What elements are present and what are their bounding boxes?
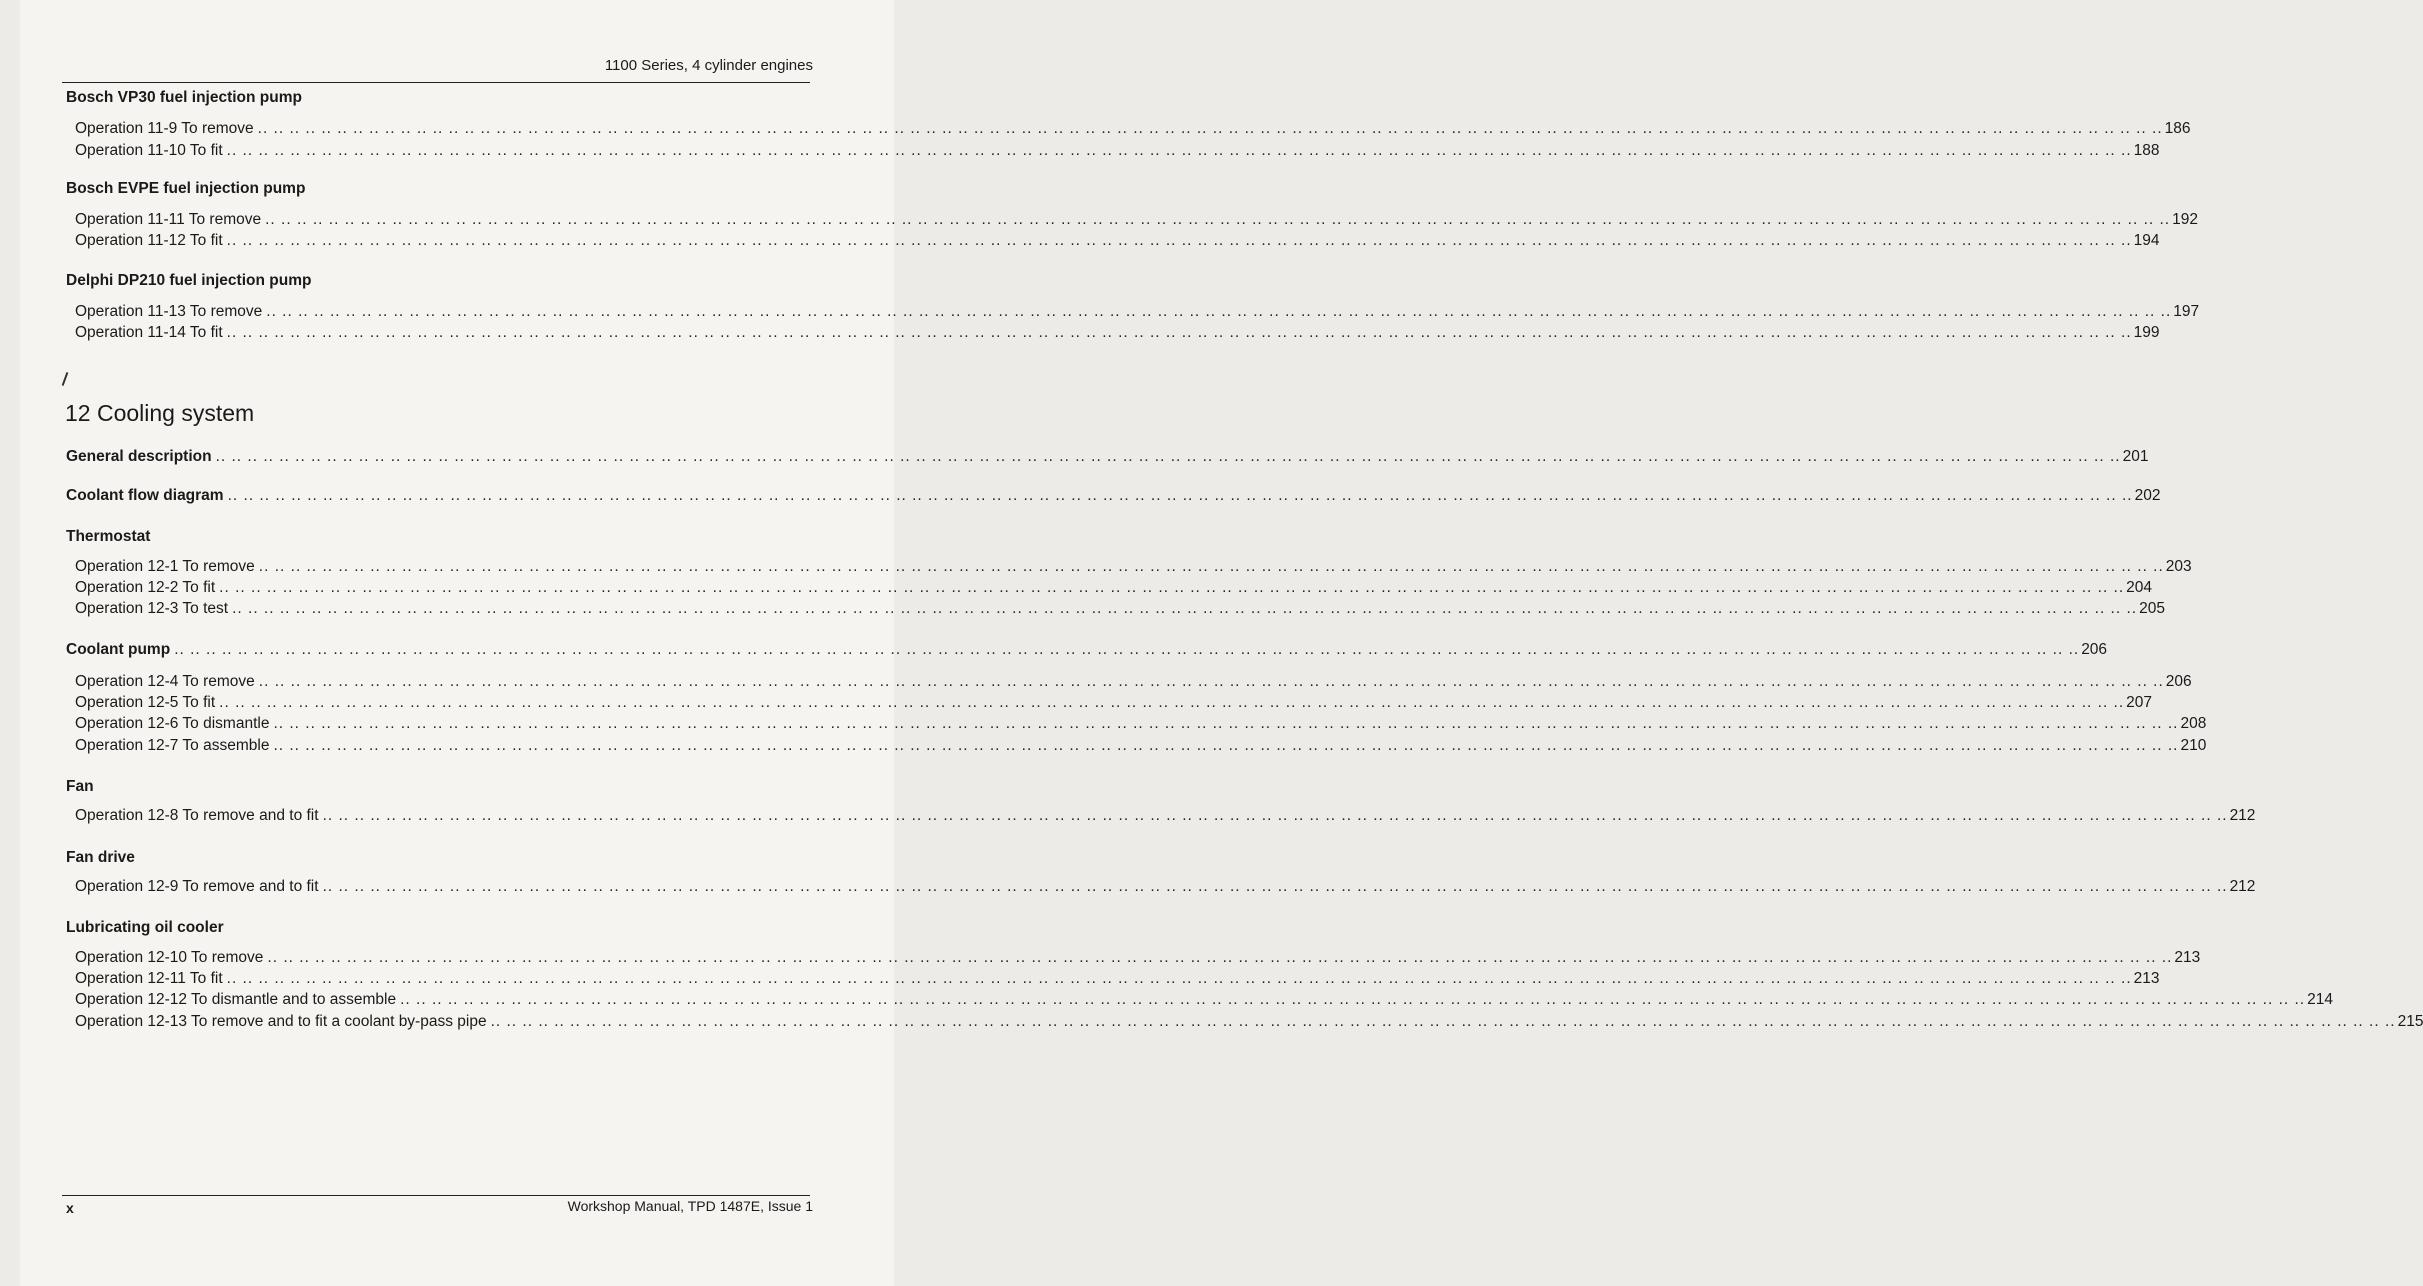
section-heading-evpe: Bosch EVPE fuel injection pump — [66, 180, 306, 197]
leader-dots: .. .. .. .. .. .. .. .. .. .. .. .. .. .. .. .. .. .. .. .. .. .. .. .. .. .. .. .. .. .. .. .. .. .. .. .. .. .. .. .. .. .. .. .. .. .. .. .. .. .. .. .. .. .. .. .. .. .. .. .. .. .. .. .. .. .. .. .. .. .. .. .. .. .. .. .. .. .. .. .. .. .. .. .. .. .. .. .. .. .. .. .. .. .. .. .. .. .. .. .. .. .. .. .. .. .. .. .. .. .. .. .. .. .. .. .. .. .. .. .. — [232, 600, 2138, 617]
toc-entry-label: Operation 11-10 To fit — [75, 142, 223, 159]
leader-dots: .. .. .. .. .. .. .. .. .. .. .. .. .. .. .. .. .. .. .. .. .. .. .. .. .. .. .. .. .. .. .. .. .. .. .. .. .. .. .. .. .. .. .. .. .. .. .. .. .. .. .. .. .. .. .. .. .. .. .. .. .. .. .. .. .. .. .. .. .. .. .. .. .. .. .. .. .. .. .. .. .. .. .. .. .. .. .. .. .. .. .. .. .. .. .. .. .. .. .. .. .. .. .. .. .. .. .. .. .. .. .. .. .. .. .. .. .. .. .. .. — [258, 558, 2164, 575]
section-heading-oil-cooler: Lubricating oil cooler — [66, 919, 224, 936]
section-heading-vp30: Bosch VP30 fuel injection pump — [66, 89, 302, 106]
toc-entry-label: Operation 12-2 To fit — [75, 579, 216, 596]
toc-entry-page: 205 — [2139, 600, 2165, 617]
toc-entry[interactable] — [75, 807, 2256, 827]
toc-entry-label: Operation 12-7 To assemble — [75, 737, 270, 754]
leader-dots: .. .. .. .. .. .. .. .. .. .. .. .. .. .. .. .. .. .. .. .. .. .. .. .. .. .. .. .. .. .. .. .. .. .. .. .. .. .. .. .. .. .. .. .. .. .. .. .. .. .. .. .. .. .. .. .. .. .. .. .. .. .. .. .. .. .. .. .. .. .. .. .. .. .. .. .. .. .. .. .. .. .. .. .. .. .. .. .. .. .. .. .. .. .. .. .. .. .. .. .. .. .. .. .. .. .. .. .. .. .. .. .. .. .. .. .. .. .. .. .. — [273, 715, 2179, 732]
section-heading-fan: Fan — [66, 778, 94, 795]
leader-dots: .. .. .. .. .. .. .. .. .. .. .. .. .. .. .. .. .. .. .. .. .. .. .. .. .. .. .. .. .. .. .. .. .. .. .. .. .. .. .. .. .. .. .. .. .. .. .. .. .. .. .. .. .. .. .. .. .. .. .. .. .. .. .. .. .. .. .. .. .. .. .. .. .. .. .. .. .. .. .. .. .. .. .. .. .. .. .. .. .. .. .. .. .. .. .. .. .. .. .. .. .. .. .. .. .. .. .. .. .. .. .. .. .. .. .. .. .. .. .. .. — [227, 487, 2133, 504]
toc-entry-label: Operation 12-13 To remove and to fit a coolant by-pass pipe — [75, 1013, 487, 1030]
toc-entry-page: 186 — [2164, 120, 2191, 137]
leader-dots: .. .. .. .. .. .. .. .. .. .. .. .. .. .. .. .. .. .. .. .. .. .. .. .. .. .. .. .. .. .. .. .. .. .. .. .. .. .. .. .. .. .. .. .. .. .. .. .. .. .. .. .. .. .. .. .. .. .. .. .. .. .. .. .. .. .. .. .. .. .. .. .. .. .. .. .. .. .. .. .. .. .. .. .. .. .. .. .. .. .. .. .. .. .. .. .. .. .. .. .. .. .. .. .. .. .. .. .. .. .. .. .. .. .. .. .. .. .. .. .. — [400, 991, 2306, 1008]
leader-dots: .. .. .. .. .. .. .. .. .. .. .. .. .. .. .. .. .. .. .. .. .. .. .. .. .. .. .. .. .. .. .. .. .. .. .. .. .. .. .. .. .. .. .. .. .. .. .. .. .. .. .. .. .. .. .. .. .. .. .. .. .. .. .. .. .. .. .. .. .. .. .. .. .. .. .. .. .. .. .. .. .. .. .. .. .. .. .. .. .. .. .. .. .. .. .. .. .. .. .. .. .. .. .. .. .. .. .. .. .. .. .. .. .. .. .. .. .. .. .. .. — [226, 142, 2132, 159]
toc-entry[interactable] — [75, 324, 2160, 344]
footer-manual-info: Workshop Manual, TPD 1487E, Issue 1 — [567, 1198, 813, 1214]
leader-dots: .. .. .. .. .. .. .. .. .. .. .. .. .. .. .. .. .. .. .. .. .. .. .. .. .. .. .. .. .. .. .. .. .. .. .. .. .. .. .. .. .. .. .. .. .. .. .. .. .. .. .. .. .. .. .. .. .. .. .. .. .. .. .. .. .. .. .. .. .. .. .. .. .. .. .. .. .. .. .. .. .. .. .. .. .. .. .. .. .. .. .. .. .. .. .. .. .. .. .. .. .. .. .. .. .. .. .. .. .. .. .. .. .. .. .. .. .. .. .. .. — [322, 878, 2228, 895]
toc-entry[interactable] — [75, 558, 2192, 578]
toc-entry-page: 194 — [2133, 232, 2160, 249]
toc-entry-label: Operation 12-3 To test — [75, 600, 229, 617]
toc-entry-page: 213 — [2133, 970, 2160, 987]
toc-entry-coolant-flow[interactable] — [66, 487, 2161, 507]
toc-entry-label: Operation 12-10 To remove — [75, 949, 264, 966]
section-heading-fan-drive: Fan drive — [66, 849, 135, 866]
toc-entry-page: 199 — [2133, 324, 2160, 341]
toc-entry-page: 208 — [2180, 715, 2207, 732]
toc-entry[interactable] — [75, 232, 2160, 252]
leader-dots: .. .. .. .. .. .. .. .. .. .. .. .. .. .. .. .. .. .. .. .. .. .. .. .. .. .. .. .. .. .. .. .. .. .. .. .. .. .. .. .. .. .. .. .. .. .. .. .. .. .. .. .. .. .. .. .. .. .. .. .. .. .. .. .. .. .. .. .. .. .. .. .. .. .. .. .. .. .. .. .. .. .. .. .. .. .. .. .. .. .. .. .. .. .. .. .. .. .. .. .. .. .. .. .. .. .. .. .. .. .. .. .. .. .. .. .. .. .. .. .. — [322, 807, 2228, 824]
toc-entry[interactable] — [75, 673, 2192, 693]
leader-dots: .. .. .. .. .. .. .. .. .. .. .. .. .. .. .. .. .. .. .. .. .. .. .. .. .. .. .. .. .. .. .. .. .. .. .. .. .. .. .. .. .. .. .. .. .. .. .. .. .. .. .. .. .. .. .. .. .. .. .. .. .. .. .. .. .. .. .. .. .. .. .. .. .. .. .. .. .. .. .. .. .. .. .. .. .. .. .. .. .. .. .. .. .. .. .. .. .. .. .. .. .. .. .. .. .. .. .. .. .. .. .. .. .. .. .. .. .. .. .. .. — [490, 1013, 2396, 1030]
leader-dots: .. .. .. .. .. .. .. .. .. .. .. .. .. .. .. .. .. .. .. .. .. .. .. .. .. .. .. .. .. .. .. .. .. .. .. .. .. .. .. .. .. .. .. .. .. .. .. .. .. .. .. .. .. .. .. .. .. .. .. .. .. .. .. .. .. .. .. .. .. .. .. .. .. .. .. .. .. .. .. .. .. .. .. .. .. .. .. .. .. .. .. .. .. .. .. .. .. .. .. .. .. .. .. .. .. .. .. .. .. .. .. .. .. .. .. .. .. .. .. .. — [266, 303, 2172, 320]
toc-entry[interactable] — [75, 949, 2201, 969]
toc-entry-label: Operation 12-11 To fit — [75, 970, 223, 987]
toc-entry[interactable] — [75, 737, 2207, 757]
toc-entry-label: Operation 11-14 To fit — [75, 324, 223, 341]
toc-entry-general[interactable] — [66, 448, 2149, 468]
toc-entry-label: Coolant flow diagram — [66, 487, 224, 504]
toc-entry[interactable] — [75, 303, 2200, 323]
section-heading-thermostat: Thermostat — [66, 528, 151, 545]
toc-entry-label: Operation 12-6 To dismantle — [75, 715, 270, 732]
toc-entry[interactable] — [75, 1013, 2423, 1033]
toc-entry-page: 203 — [2165, 558, 2192, 575]
leader-dots: .. .. .. .. .. .. .. .. .. .. .. .. .. .. .. .. .. .. .. .. .. .. .. .. .. .. .. .. .. .. .. .. .. .. .. .. .. .. .. .. .. .. .. .. .. .. .. .. .. .. .. .. .. .. .. .. .. .. .. .. .. .. .. .. .. .. .. .. .. .. .. .. .. .. .. .. .. .. .. .. .. .. .. .. .. .. .. .. .. .. .. .. .. .. .. .. .. .. .. .. .. .. .. .. .. .. .. .. .. .. .. .. .. .. .. .. .. .. .. .. — [265, 211, 2171, 228]
toc-entry[interactable] — [75, 970, 2160, 990]
leader-dots: .. .. .. .. .. .. .. .. .. .. .. .. .. .. .. .. .. .. .. .. .. .. .. .. .. .. .. .. .. .. .. .. .. .. .. .. .. .. .. .. .. .. .. .. .. .. .. .. .. .. .. .. .. .. .. .. .. .. .. .. .. .. .. .. .. .. .. .. .. .. .. .. .. .. .. .. .. .. .. .. .. .. .. .. .. .. .. .. .. .. .. .. .. .. .. .. .. .. .. .. .. .. .. .. .. .. .. .. .. .. .. .. .. .. .. .. .. .. .. .. — [215, 448, 2121, 465]
toc-entry-page: 192 — [2172, 211, 2198, 228]
toc-entry[interactable] — [75, 715, 2207, 735]
toc-entry-page: 213 — [2174, 949, 2201, 966]
leader-dots: .. .. .. .. .. .. .. .. .. .. .. .. .. .. .. .. .. .. .. .. .. .. .. .. .. .. .. .. .. .. .. .. .. .. .. .. .. .. .. .. .. .. .. .. .. .. .. .. .. .. .. .. .. .. .. .. .. .. .. .. .. .. .. .. .. .. .. .. .. .. .. .. .. .. .. .. .. .. .. .. .. .. .. .. .. .. .. .. .. .. .. .. .. .. .. .. .. .. .. .. .. .. .. .. .. .. .. .. .. .. .. .. .. .. .. .. .. .. .. .. — [226, 232, 2132, 249]
toc-entry-label: Operation 12-12 To dismantle and to assemble — [75, 991, 397, 1008]
footer-rule — [62, 1195, 810, 1196]
leader-dots: .. .. .. .. .. .. .. .. .. .. .. .. .. .. .. .. .. .. .. .. .. .. .. .. .. .. .. .. .. .. .. .. .. .. .. .. .. .. .. .. .. .. .. .. .. .. .. .. .. .. .. .. .. .. .. .. .. .. .. .. .. .. .. .. .. .. .. .. .. .. .. .. .. .. .. .. .. .. .. .. .. .. .. .. .. .. .. .. .. .. .. .. .. .. .. .. .. .. .. .. .. .. .. .. .. .. .. .. .. .. .. .. .. .. .. .. .. .. .. .. — [219, 579, 2125, 596]
chapter-title: 12 Cooling system — [65, 400, 255, 426]
toc-entry-label: Operation 11-12 To fit — [75, 232, 223, 249]
toc-entry[interactable] — [75, 142, 2160, 162]
toc-entry-page: 210 — [2180, 737, 2207, 754]
toc-entry[interactable] — [75, 694, 2153, 714]
header-rule — [62, 82, 810, 83]
toc-entry-coolant-pump[interactable] — [66, 641, 2108, 661]
toc-entry-page: 212 — [2229, 878, 2256, 895]
leader-dots: .. .. .. .. .. .. .. .. .. .. .. .. .. .. .. .. .. .. .. .. .. .. .. .. .. .. .. .. .. .. .. .. .. .. .. .. .. .. .. .. .. .. .. .. .. .. .. .. .. .. .. .. .. .. .. .. .. .. .. .. .. .. .. .. .. .. .. .. .. .. .. .. .. .. .. .. .. .. .. .. .. .. .. .. .. .. .. .. .. .. .. .. .. .. .. .. .. .. .. .. .. .. .. .. .. .. .. .. .. .. .. .. .. .. .. .. .. .. .. .. — [258, 673, 2164, 690]
toc-entry-label: Operation 11-13 To remove — [75, 303, 263, 320]
toc-entry-label: Operation 12-4 To remove — [75, 673, 255, 690]
toc-entry-label: Coolant pump — [66, 641, 171, 658]
toc-entry[interactable] — [75, 600, 2165, 620]
leader-dots: .. .. .. .. .. .. .. .. .. .. .. .. .. .. .. .. .. .. .. .. .. .. .. .. .. .. .. .. .. .. .. .. .. .. .. .. .. .. .. .. .. .. .. .. .. .. .. .. .. .. .. .. .. .. .. .. .. .. .. .. .. .. .. .. .. .. .. .. .. .. .. .. .. .. .. .. .. .. .. .. .. .. .. .. .. .. .. .. .. .. .. .. .. .. .. .. .. .. .. .. .. .. .. .. .. .. .. .. .. .. .. .. .. .. .. .. .. .. .. .. — [226, 970, 2132, 987]
toc-entry-label: Operation 11-11 To remove — [75, 211, 262, 228]
toc-entry-page: 206 — [2165, 673, 2192, 690]
toc-entry-page: 188 — [2133, 142, 2160, 159]
leader-dots: .. .. .. .. .. .. .. .. .. .. .. .. .. .. .. .. .. .. .. .. .. .. .. .. .. .. .. .. .. .. .. .. .. .. .. .. .. .. .. .. .. .. .. .. .. .. .. .. .. .. .. .. .. .. .. .. .. .. .. .. .. .. .. .. .. .. .. .. .. .. .. .. .. .. .. .. .. .. .. .. .. .. .. .. .. .. .. .. .. .. .. .. .. .. .. .. .. .. .. .. .. .. .. .. .. .. .. .. .. .. .. .. .. .. .. .. .. .. .. .. — [219, 694, 2125, 711]
leader-dots: .. .. .. .. .. .. .. .. .. .. .. .. .. .. .. .. .. .. .. .. .. .. .. .. .. .. .. .. .. .. .. .. .. .. .. .. .. .. .. .. .. .. .. .. .. .. .. .. .. .. .. .. .. .. .. .. .. .. .. .. .. .. .. .. .. .. .. .. .. .. .. .. .. .. .. .. .. .. .. .. .. .. .. .. .. .. .. .. .. .. .. .. .. .. .. .. .. .. .. .. .. .. .. .. .. .. .. .. .. .. .. .. .. .. .. .. .. .. .. .. — [257, 120, 2163, 137]
toc-entry-label: Operation 11-9 To remove — [75, 120, 254, 137]
toc-entry-page: 201 — [2122, 448, 2149, 465]
page-number: x — [66, 1200, 74, 1216]
section-heading-dp210: Delphi DP210 fuel injection pump — [66, 272, 312, 289]
toc-entry[interactable] — [75, 579, 2153, 599]
toc-entry[interactable] — [75, 120, 2191, 140]
toc-entry-label: Operation 12-8 To remove and to fit — [75, 807, 319, 824]
toc-entry[interactable] — [75, 991, 2333, 1011]
leader-dots: .. .. .. .. .. .. .. .. .. .. .. .. .. .. .. .. .. .. .. .. .. .. .. .. .. .. .. .. .. .. .. .. .. .. .. .. .. .. .. .. .. .. .. .. .. .. .. .. .. .. .. .. .. .. .. .. .. .. .. .. .. .. .. .. .. .. .. .. .. .. .. .. .. .. .. .. .. .. .. .. .. .. .. .. .. .. .. .. .. .. .. .. .. .. .. .. .. .. .. .. .. .. .. .. .. .. .. .. .. .. .. .. .. .. .. .. .. .. .. .. — [226, 324, 2132, 341]
toc-entry-page: 215 — [2397, 1013, 2423, 1030]
page-header: 1100 Series, 4 cylinder engines — [604, 57, 813, 74]
leader-dots: .. .. .. .. .. .. .. .. .. .. .. .. .. .. .. .. .. .. .. .. .. .. .. .. .. .. .. .. .. .. .. .. .. .. .. .. .. .. .. .. .. .. .. .. .. .. .. .. .. .. .. .. .. .. .. .. .. .. .. .. .. .. .. .. .. .. .. .. .. .. .. .. .. .. .. .. .. .. .. .. .. .. .. .. .. .. .. .. .. .. .. .. .. .. .. .. .. .. .. .. .. .. .. .. .. .. .. .. .. .. .. .. .. .. .. .. .. .. .. .. — [273, 737, 2179, 754]
toc-entry-label: Operation 12-1 To remove — [75, 558, 255, 575]
toc-entry-page: 202 — [2134, 487, 2161, 504]
toc-entry-page: 212 — [2229, 807, 2256, 824]
leader-dots: .. .. .. .. .. .. .. .. .. .. .. .. .. .. .. .. .. .. .. .. .. .. .. .. .. .. .. .. .. .. .. .. .. .. .. .. .. .. .. .. .. .. .. .. .. .. .. .. .. .. .. .. .. .. .. .. .. .. .. .. .. .. .. .. .. .. .. .. .. .. .. .. .. .. .. .. .. .. .. .. .. .. .. .. .. .. .. .. .. .. .. .. .. .. .. .. .. .. .. .. .. .. .. .. .. .. .. .. .. .. .. .. .. .. .. .. .. .. .. .. — [267, 949, 2173, 966]
toc-entry-label: General description — [66, 448, 212, 465]
toc-entry-page: 206 — [2081, 641, 2108, 658]
toc-entry-label: Operation 12-5 To fit — [75, 694, 216, 711]
leader-dots: .. .. .. .. .. .. .. .. .. .. .. .. .. .. .. .. .. .. .. .. .. .. .. .. .. .. .. .. .. .. .. .. .. .. .. .. .. .. .. .. .. .. .. .. .. .. .. .. .. .. .. .. .. .. .. .. .. .. .. .. .. .. .. .. .. .. .. .. .. .. .. .. .. .. .. .. .. .. .. .. .. .. .. .. .. .. .. .. .. .. .. .. .. .. .. .. .. .. .. .. .. .. .. .. .. .. .. .. .. .. .. .. .. .. .. .. .. .. .. .. — [174, 641, 2080, 658]
toc-entry-page: 197 — [2173, 303, 2200, 320]
toc-entry[interactable] — [75, 878, 2256, 898]
toc-entry-page: 207 — [2126, 694, 2153, 711]
toc-entry-label: Operation 12-9 To remove and to fit — [75, 878, 319, 895]
toc-entry-page: 214 — [2307, 991, 2333, 1008]
toc-entry-page: 204 — [2126, 579, 2153, 596]
toc-entry[interactable] — [75, 211, 2198, 231]
